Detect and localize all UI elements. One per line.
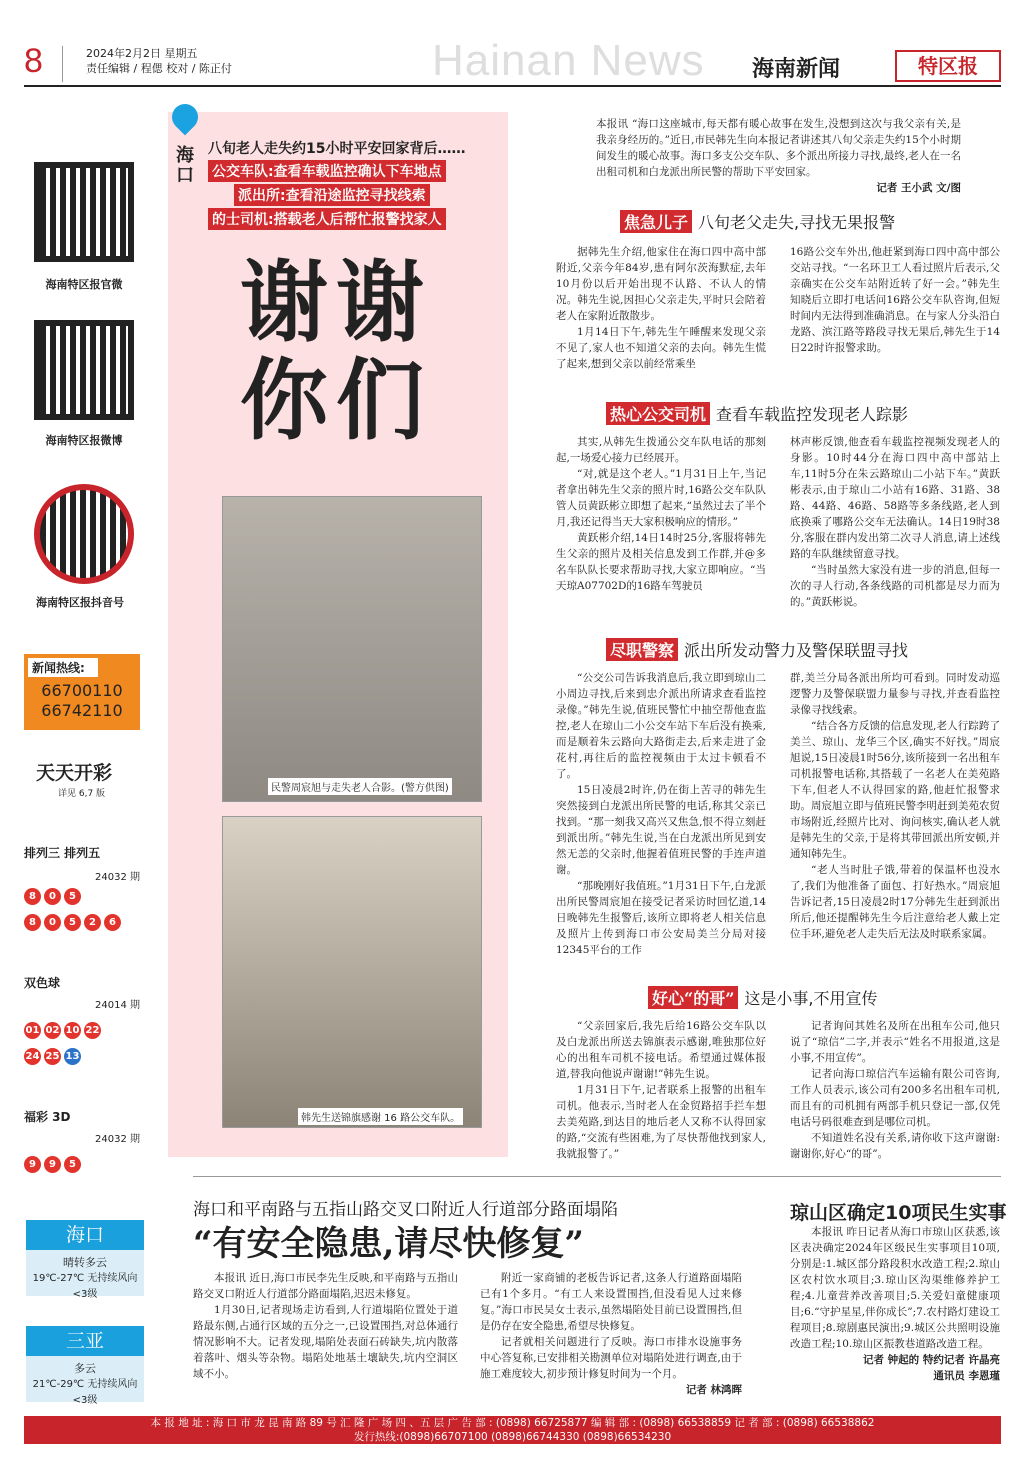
- subhead-title: 这是小事,不用宣传: [744, 989, 878, 1008]
- news-hotline: [24, 654, 140, 730]
- article-column: [790, 434, 1000, 610]
- paragraph: 林声彬反馈,他查看车载监控视频发现老人的身影。10时44分在海口四中高中部站上车,11时5分在朱云路琼山二小站下车。”黄跃彬表示,由于琼山二小站有16路、31路、38路、44路、46路、58路等多条线路,老人到底换乘了哪路公交车无法确认。14日19时38分,客服在群内发出第二次寻人消息,请上述线路的车队继续留意寻找。: [790, 436, 1000, 560]
- photo-police[interactable]: [222, 496, 482, 802]
- location-label: 海口: [176, 145, 194, 186]
- article-column: [480, 1270, 742, 1398]
- lottery-ball: 8: [24, 914, 41, 931]
- lottery-issue: 24032 期: [95, 872, 140, 883]
- paragraph: 据韩先生介绍,他家住在海口四中高中部附近,父亲今年84岁,患有阿尔茨海默症,去年10月份以后开始出现不认路、不认人的情况。韩先生说,因担心父亲走失,平时只会陪着老人在家附近散散步。: [556, 246, 766, 322]
- lottery-ball: 10: [64, 1022, 81, 1039]
- byline: 记者 林鸿晖: [685, 1384, 742, 1396]
- hotline-number: 66700110: [41, 681, 123, 700]
- lottery-ball: 0: [44, 888, 61, 905]
- section-rule: [193, 1176, 1001, 1177]
- photo-caption: 民警周宸旭与走失老人合影。(警方供图): [268, 778, 452, 795]
- lottery-ball: 8: [24, 888, 41, 905]
- lottery-brand: 天天开彩: [36, 762, 113, 784]
- lottery-ball: 5: [64, 888, 81, 905]
- subhead: [606, 402, 908, 425]
- weixin-qr-icon[interactable]: [34, 162, 134, 262]
- article-column: [790, 1018, 1000, 1162]
- lead-text: 本报讯 “海口这座城市,每天都有暖心故事在发生,没想到这次与我父亲有关,是我亲身经历的。”近日,市民韩先生向本报记者讲述其八旬父亲走失约15个小时期间发生的暖心故事。海口多支公交车队、多个派出所接力寻找,最终,老人在一名出租司机和白龙派出所民警的帮助下平安回家。: [596, 118, 961, 178]
- lottery-sub: 详见 6,7 版: [58, 789, 106, 799]
- paragraph: 本报讯 昨日记者从海口市琼山区获悉,该区表决确定2024年区级民生实事项目10项,分别是:1.城区部分路段积水改造工程;2.琼山区农村饮水项目;3.琼山区沟渠维修养护工程;4.儿童营养改善项目;5.关爱妇童健康项目;6.“守护星星,伴你成长”;7.农村路灯建设工程项目;8.琼剧惠民演出;9.城区公共照明设施改造工程;10.琼山区振教巷道路改造工程。: [790, 1226, 1000, 1350]
- divider: [62, 46, 63, 82]
- douyin-qr-icon[interactable]: [34, 484, 134, 584]
- weather-temp: 21℃-29℃ 无持续风向<3级: [32, 1379, 138, 1406]
- lottery-ball: 5: [64, 1156, 81, 1173]
- qr2-label: 海南特区报微博: [45, 434, 123, 447]
- editors: 责任编辑 / 程偲 校对 / 陈正付: [86, 62, 232, 75]
- weather-desc: 多云: [74, 1362, 96, 1375]
- bottom-headline: “有安全隐患,请尽快修复”: [193, 1224, 584, 1264]
- lottery-issue: 24014 期: [95, 1000, 140, 1011]
- lottery-ball: 25: [44, 1048, 61, 1065]
- paragraph: 其实,从韩先生拨通公交车队电话的那刻起,一场爱心接力已经展开。: [556, 436, 766, 464]
- paragraph: 黄跃彬介绍,14日14时25分,客服将韩先生父亲的照片及相关信息发到工作群,并@多名车队队长要求帮助寻找,大家立即响应。“当天琼A07702D的16路车驾驶员: [556, 532, 766, 592]
- right-headline: 琼山区确定10项民生实事: [790, 1202, 1007, 1224]
- lottery-ball: 6: [104, 914, 121, 931]
- lottery-title: 福彩 3D: [24, 1110, 71, 1124]
- header-rule: [24, 85, 1001, 87]
- headline-line: 你们: [240, 349, 433, 452]
- paragraph: 1月30日,记者现场走访看到,人行道塌陷位置处于道路最东侧,占通行区域的五分之一,已设置围挡,对总体通行情况影响不大。记者发现,塌陷处表面石砖缺失,坑内散落着落叶、烟头等杂物。塌陷处地基土壤缺失,坑内空洞区域不小。: [193, 1304, 458, 1380]
- paragraph: 记者向海口琼信汽车运输有限公司咨询,工作人员表示,该公司有200多名出租车司机,而且有的司机拥有两部手机只登记一部,仅凭电话号码很难查到是哪位司机。: [790, 1068, 1000, 1128]
- subhead-tag: 尽职警察: [606, 638, 678, 661]
- headline: [240, 251, 433, 452]
- paragraph: “那晚刚好我值班。”1月31日下午,白龙派出所民警周宸旭在接受记者采访时回忆道,14日晚韩先生报警后,该所立即将老人相关信息及照片上传到海口市公安局美兰分局对接12345平台的工作: [556, 880, 766, 956]
- lead-paragraph: [596, 116, 961, 196]
- paragraph: 16路公交车外出,他赶紧到海口四中高中部公交站寻找。“一名环卫工人看过照片后表示,父亲确实在公交车站附近转了好一会。”韩先生知晓后立即打电话问16路公交车队咨询,但短时间内无法得到准确消息。在与家人分头沿白龙路、滨江路等路段寻找无果后,韩先生于14日22时许报警求助。: [790, 246, 1000, 354]
- footer-hotline: 发行热线:(0898)66707100 (0898)66744330 (0898)66534230: [353, 1431, 672, 1443]
- paragraph: 1月31日下午,记者联系上报警的出租车司机。他表示,当时老人在金贸路招手拦车想去美苑路,到达目的地后老人又称不认得回家的路,“交流有些困难,为了尽快帮他找到家人,我就报警了。”: [556, 1084, 766, 1160]
- lottery-ball: 01: [24, 1022, 41, 1039]
- byline: 记者 钟起的 特约记者 许晶亮: [863, 1354, 1000, 1366]
- paragraph: “公交公司告诉我消息后,我立即到琼山二小周边寻找,后来到忠介派出所请求查看监控录像。”韩先生说,值班民警忙中抽空帮他查监控,老人在琼山二小公交车站下车后没有换乘,而是顺着朱云路向大路街走去,后来走进了金花村,再往后的监控视频由于太过卡顿看不了。: [556, 672, 766, 780]
- subhead-tag: 好心“的哥”: [648, 986, 738, 1009]
- article-column: [556, 244, 766, 372]
- subhead: [620, 210, 895, 233]
- lottery-ball: 24: [24, 1048, 41, 1065]
- byline: 记者 王小武 文/图: [876, 182, 961, 194]
- subhead-title: 派出所发动警力及警保联盟寻找: [684, 641, 909, 660]
- lottery-ball: 9: [44, 1156, 61, 1173]
- weather-box: [26, 1250, 144, 1300]
- lottery-row: [24, 1152, 84, 1173]
- article-column: [193, 1270, 458, 1382]
- issue-date: 2024年2月2日 星期五: [86, 47, 198, 60]
- paragraph: 15日凌晨2时许,仍在街上苦寻的韩先生突然接到白龙派出所民警的电话,称其父亲已找到。“那一刻我又高兴又焦急,恨不得立刻赶到派出所。”韩先生说,当在白龙派出所见到安然无恙的父亲时,他握着值班民警的手连声道谢。: [556, 784, 766, 876]
- paragraph: 群,美兰分局各派出所均可看到。同时发动巡逻警力及警保联盟力量参与寻找,并查看监控录像寻找线索。: [790, 672, 1000, 716]
- paragraph: “对,就是这个老人。”1月31日上午,当记者拿出韩先生父亲的照片时,16路公交车队队管人员黄跃彬立即想了起来,“虽然过去了半个月,我还记得当天大家积极响应的情形。”: [556, 468, 766, 528]
- hotline-title: 新闻热线:: [28, 658, 98, 677]
- page-number: 8: [24, 42, 43, 80]
- photo-banner[interactable]: [222, 816, 482, 1128]
- weather-city: 三亚: [26, 1326, 144, 1356]
- article-column: [790, 244, 1000, 356]
- newspaper-logo: 特区报: [895, 50, 1001, 82]
- paragraph: “当时虽然大家没有进一步的消息,但每一次的寻人行动,各条线路的司机都是尽力而为的。”黄跃彬说。: [790, 564, 1000, 608]
- lottery-row: [24, 910, 124, 931]
- paragraph: “老人当时肚子饿,带着的保温杯也没水了,我们为他准备了面包、打好热水。”周宸旭告诉记者,15日凌晨2时17分韩先生赶到派出所后,他还提醒韩先生今后注意给老人戴上定位手环,避免老人走失后无法及时联系家属。: [790, 864, 1000, 940]
- lottery-title: 双色球: [24, 976, 61, 990]
- weather-desc: 晴转多云: [63, 1256, 107, 1269]
- subhead-tag: 热心公交司机: [606, 402, 710, 425]
- section-watermark: Hainan News: [432, 36, 705, 85]
- hotline-number: 66742110: [41, 701, 123, 720]
- weather-temp: 19℃-27℃ 无持续风向<3级: [32, 1273, 138, 1300]
- lottery-row: [24, 884, 84, 905]
- headline-line: 谢谢: [240, 251, 433, 354]
- lottery-ball-blue: 13: [64, 1048, 81, 1065]
- paragraph: 本报讯 近日,海口市民李先生反映,和平南路与五指山路交叉口附近人行道部分路面塌陷,迟迟未修复。: [193, 1272, 458, 1300]
- lottery-ball: 5: [64, 914, 81, 931]
- article-column: [790, 1224, 1000, 1384]
- section-name: 海南新闻: [752, 56, 841, 82]
- footer: [24, 1416, 1001, 1444]
- weibo-qr-icon[interactable]: [34, 320, 134, 420]
- qr3-label: 海南特区报抖音号: [36, 596, 124, 609]
- lottery-title: 排列三 排列五: [24, 846, 101, 860]
- weather-city: 海口: [26, 1220, 144, 1250]
- footer-address: 本 报 地 址 : 海 口 市 龙 昆 南 路 89 号 汇 隆 广 场 四 、五 层 广 告 部 : (0898) 66725877 编 辑 部 : (0898) 66538859 记 者 部 : (0898) 66538862: [150, 1417, 875, 1429]
- header-meta: [86, 46, 232, 76]
- kicker: 八旬老人走失约15小时平安回家背后……: [208, 141, 466, 157]
- subhead: [648, 986, 878, 1009]
- bottom-subhead: 海口和平南路与五指山路交叉口附近人行道部分路面塌陷: [193, 1200, 618, 1220]
- paragraph: “父亲回家后,我先后给16路公交车队以及白龙派出所送去锦旗表示感谢,唯独那位好心的出租车司机不接电话。希望通过媒体报道,替我向他说声谢谢!”韩先生说。: [556, 1020, 766, 1080]
- subhead-tag: 焦急儿子: [620, 210, 692, 233]
- weather-box: [26, 1356, 144, 1406]
- paragraph: 不知道姓名没有关系,请你收下这声谢谢:谢谢你,好心“的哥”。: [790, 1132, 1000, 1160]
- deck-line: 公交车队:查看车载监控确认下车地点: [208, 160, 446, 182]
- lottery-ball: 02: [44, 1022, 61, 1039]
- deck-line: 的士司机:搭载老人后帮忙报警找家人: [208, 208, 446, 230]
- lottery-ball: 9: [24, 1156, 41, 1173]
- byline: 通讯员 李恩瑾: [933, 1370, 1000, 1382]
- lottery-ball: 2: [84, 914, 101, 931]
- qr1-label: 海南特区报官微: [45, 278, 123, 291]
- article-column: [790, 670, 1000, 942]
- lottery-row: [24, 1044, 84, 1065]
- paragraph: 记者询问其姓名及所在出租车公司,他只说了“琼信”二字,并表示“姓名不用报道,这是小事,不用宣传”。: [790, 1020, 1000, 1064]
- article-column: [556, 434, 766, 594]
- paragraph: 记者就相关问题进行了反映。海口市排水设施事务中心答复称,已安排相关勘测单位对塌陷处进行调查,由于施工难度较大,初步预计修复时间为一个月。: [480, 1336, 742, 1380]
- paragraph: 附近一家商铺的老板告诉记者,这条人行道路面塌陷已有1个多月。“有工人来设置围挡,但没看见人过来修复。”海口市民吴女士表示,虽然塌陷处目前已设置围挡,但是仍存在安全隐患,希望尽快修复。: [480, 1272, 742, 1332]
- paragraph: “结合各方反馈的信息发现,老人行踪跨了美兰、琼山、龙华三个区,确实不好找。”周宸旭说,15日凌晨1时56分,该所接到一名出租车司机报警电话称,其搭载了一名老人在美苑路下车,但老人不认得回家的路,他赶忙报警求助。周宸旭立即与值班民警李明赶到美苑农贸市场附近,经照片比对、询问核实,确认老人就是韩先生的父亲,于是将其带回派出所安顿,并通知韩先生。: [790, 720, 1000, 860]
- subhead: [606, 638, 908, 661]
- article-column: [556, 1018, 766, 1162]
- photo-caption: 韩先生送锦旗感谢 16 路公交车队。: [298, 1108, 463, 1125]
- subhead-title: 查看车载监控发现老人踪影: [716, 405, 909, 424]
- subhead-title: 八旬老父走失,寻找无果报警: [698, 213, 896, 232]
- deck-line: 派出所:查看沿途监控寻找线索: [234, 184, 430, 206]
- paragraph: 1月14日下午,韩先生午睡醒来发现父亲不见了,家人也不知道父亲的去向。韩先生慌了起来,想到父亲以前经常乘坐: [556, 326, 766, 370]
- lottery-issue: 24032 期: [95, 1134, 140, 1145]
- lottery-row: [24, 1018, 104, 1039]
- article-column: [556, 670, 766, 958]
- lottery-ball: 0: [44, 914, 61, 931]
- lottery-ball: 22: [84, 1022, 101, 1039]
